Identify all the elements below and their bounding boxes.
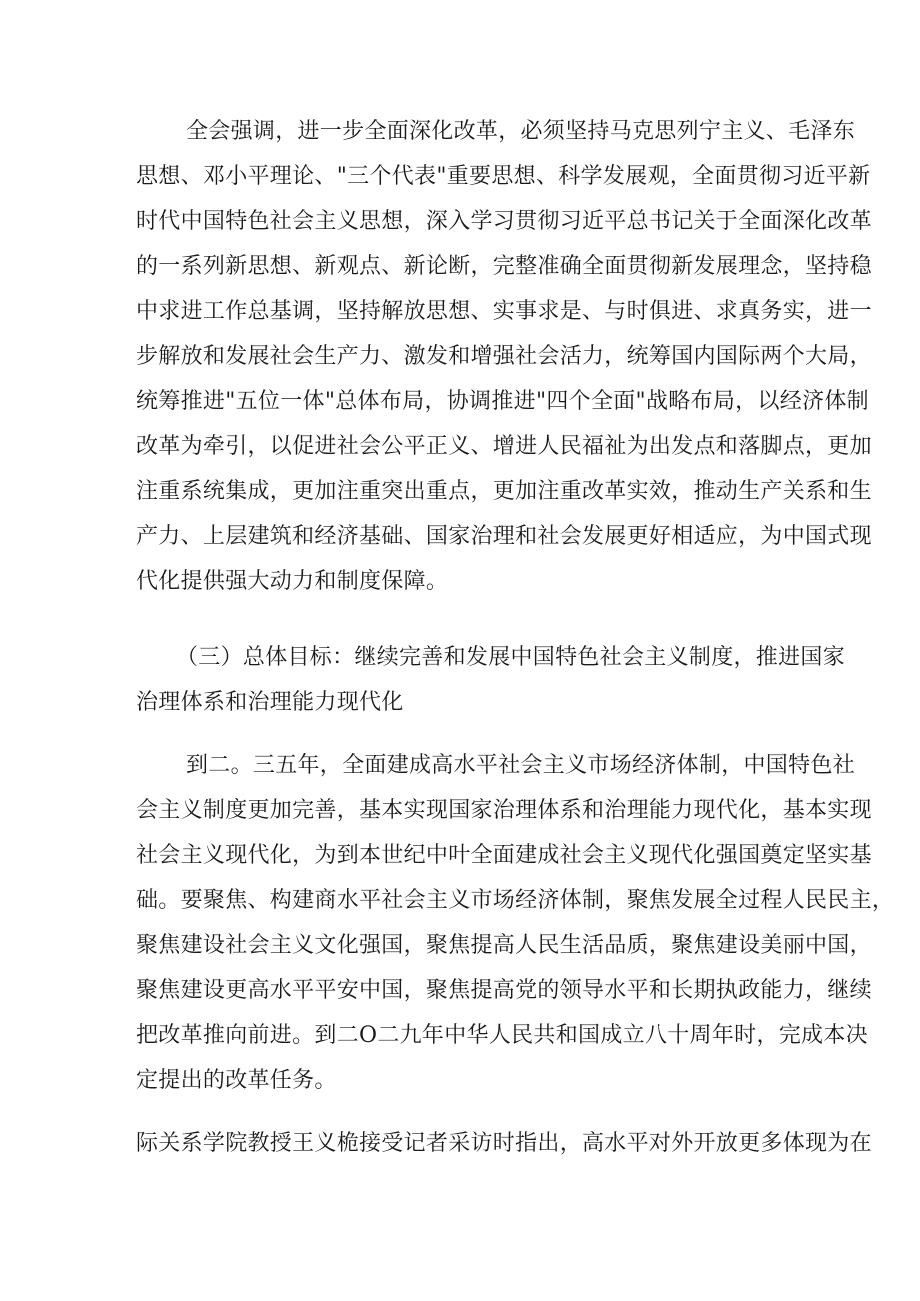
text-line: 产力、上层建筑和经济基础、国家治理和社会发展更好相适应，为中国式现 [136, 524, 872, 549]
text-line: 础。要聚焦、构建商水平社会主义市场经济体制，聚焦发展全过程人民民主， [136, 888, 895, 913]
text-line: 中求进工作总基调，坚持解放思想、实事求是、与时俱进、求真务实，进一 [136, 299, 872, 324]
text-line: 时代中国特色社会主义思想，深入学习贯彻习近平总书记关于全面深化改革 [136, 209, 872, 234]
text-line: 聚焦建设更高水平平安中国，聚焦提高党的领导水平和长期执政能力，继续 [136, 978, 872, 1003]
text-line: 聚焦建设社会主义文化强国，聚焦提高人民生活品质，聚焦建设美丽中国， [136, 933, 872, 958]
text-line: 全会强调，进一步全面深化改革，必须坚持马克思列宁主义、毛泽东 [186, 119, 856, 144]
text-line: 注重系统集成，更加注重突出重点，更加注重改革实效，推动生产关系和生 [136, 479, 872, 504]
text-line: 思想、邓小平理论、"三个代表"重要思想、科学发展观，全面贯彻习近平新 [136, 164, 871, 189]
text-line: 的一系列新思想、新观点、新论断，完整准确全面贯彻新发展理念，坚持稳 [136, 254, 872, 279]
section-heading-line: 治理体系和治理能力现代化 [136, 690, 404, 715]
text-line: 步解放和发展社会生产力、激发和增强社会活力，统筹国内国际两个大局， [136, 344, 872, 369]
text-line: 际关系学院教授王义桅接受记者采访时指出，高水平对外开放更多体现为在 [136, 1131, 872, 1156]
text-line: 代化提供强大动力和制度保障。 [136, 569, 449, 594]
text-line: 改革为牵引，以促进社会公平正义、增进人民福祉为出发点和落脚点，更加 [136, 434, 872, 459]
text-line: 把改革推向前进。到二O二九年中华人民共和国成立八十周年时，完成本决 [136, 1023, 868, 1048]
text-line: 定提出的改革任务。 [136, 1068, 337, 1093]
text-line: 社会主义现代化，为到本世纪中叶全面建成社会主义现代化强国奠定坚实基 [136, 843, 872, 868]
text-line: 统筹推进"五位一体"总体布局，协调推进"四个全面"战略布局，以经济体制 [136, 389, 869, 414]
text-line: 会主义制度更加完善，基本实现国家治理体系和治理能力现代化，基本实现 [136, 798, 872, 823]
text-line: 到二。三五年，全面建成高水平社会主义市场经济体制，中国特色社 [186, 753, 856, 778]
section-heading-line: （三）总体目标：继续完善和发展中国特色社会主义制度，推进国家 [176, 645, 846, 670]
